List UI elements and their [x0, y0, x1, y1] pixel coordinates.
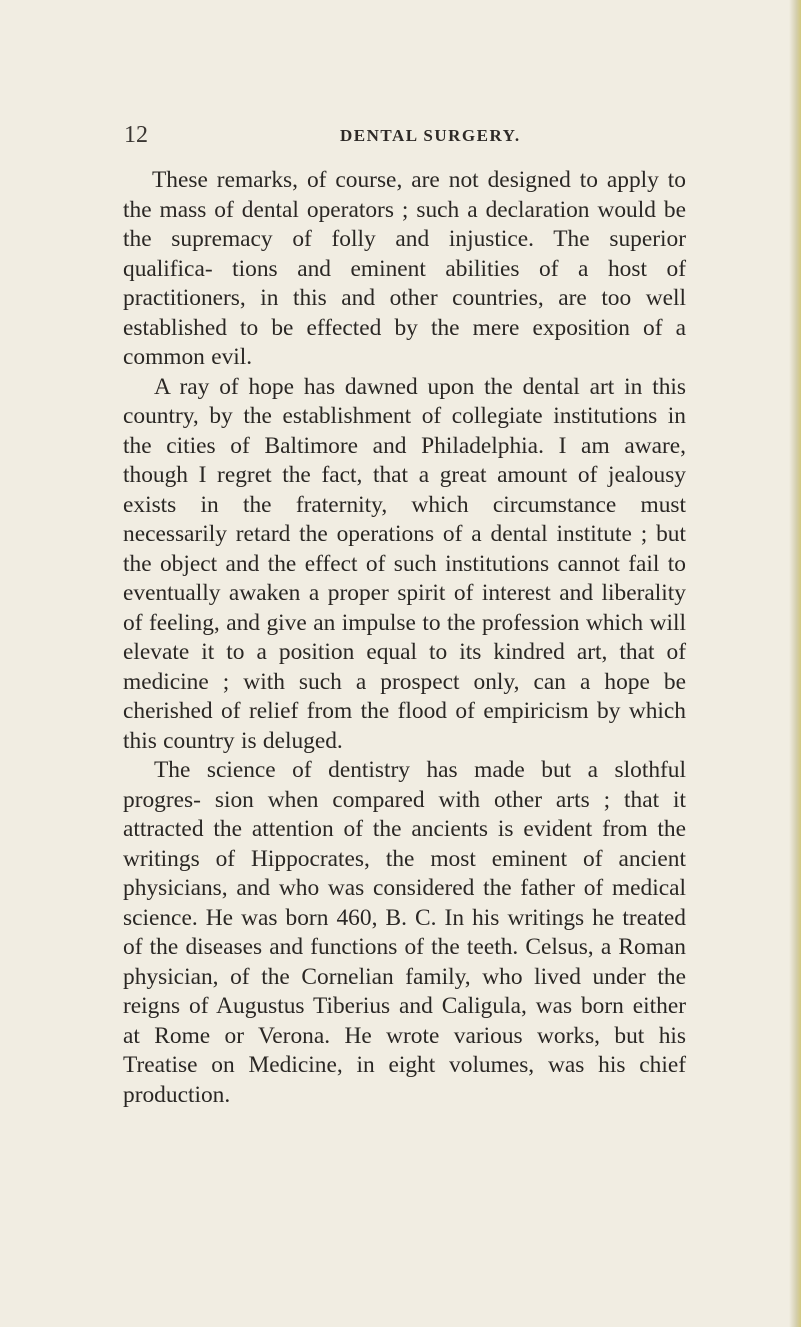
page-header [124, 120, 704, 150]
running-head: DENTAL SURGERY. [340, 126, 521, 145]
paragraph: These remarks, of course, are not designed to apply to the mass of dental operators ; such a declaration would be the supremacy of folly and injustice. The superior qualifica- tions and eminent abilities of a host of practitioners, in this and other countries, are too well established to be effected by the mere exposition of a common evil. [123, 167, 686, 370]
paragraph: A ray of hope has dawned upon the dental art in this country, by the establishment of collegiate institutions in the cities of Baltimore and Philadelphia. I am aware, though I regret the fact, that a great amount of jealousy exists in the fraternity, which circumstance must necessarily retard the operations of a dental institute ; but the object and the effect of such institutions cannot fail to eventually awaken a proper spirit of interest and liberality of feeling, and give an impulse to the profession which will elevate it to a position equal to its kindred art, that of medicine ; with such a prospect only, can a hope be cherished of relief from the flood of empiricism by which this country is deluged. [123, 373, 686, 754]
paragraph: The science of dentistry has made but a slothful progres- sion when compared with other arts ; that it attracted the attention of the ancients is evident from the writings of Hippocrates, the most eminent of ancient physicians, and who was considered the father of medical science. He was born 460, B. C. In his writings he treated of the diseases and functions of the teeth. Celsus, a Roman physician, of the Cornelian family, who lived under the reigns of Augustus Tiberius and Caligula, was born either at Rome or Verona. He wrote various works, but his Treatise on Medicine, in eight volumes, was his chief production. [123, 757, 686, 1108]
page-edge-shadow [789, 0, 801, 1327]
page-number: 12 [124, 122, 148, 148]
body-text [123, 166, 686, 1110]
